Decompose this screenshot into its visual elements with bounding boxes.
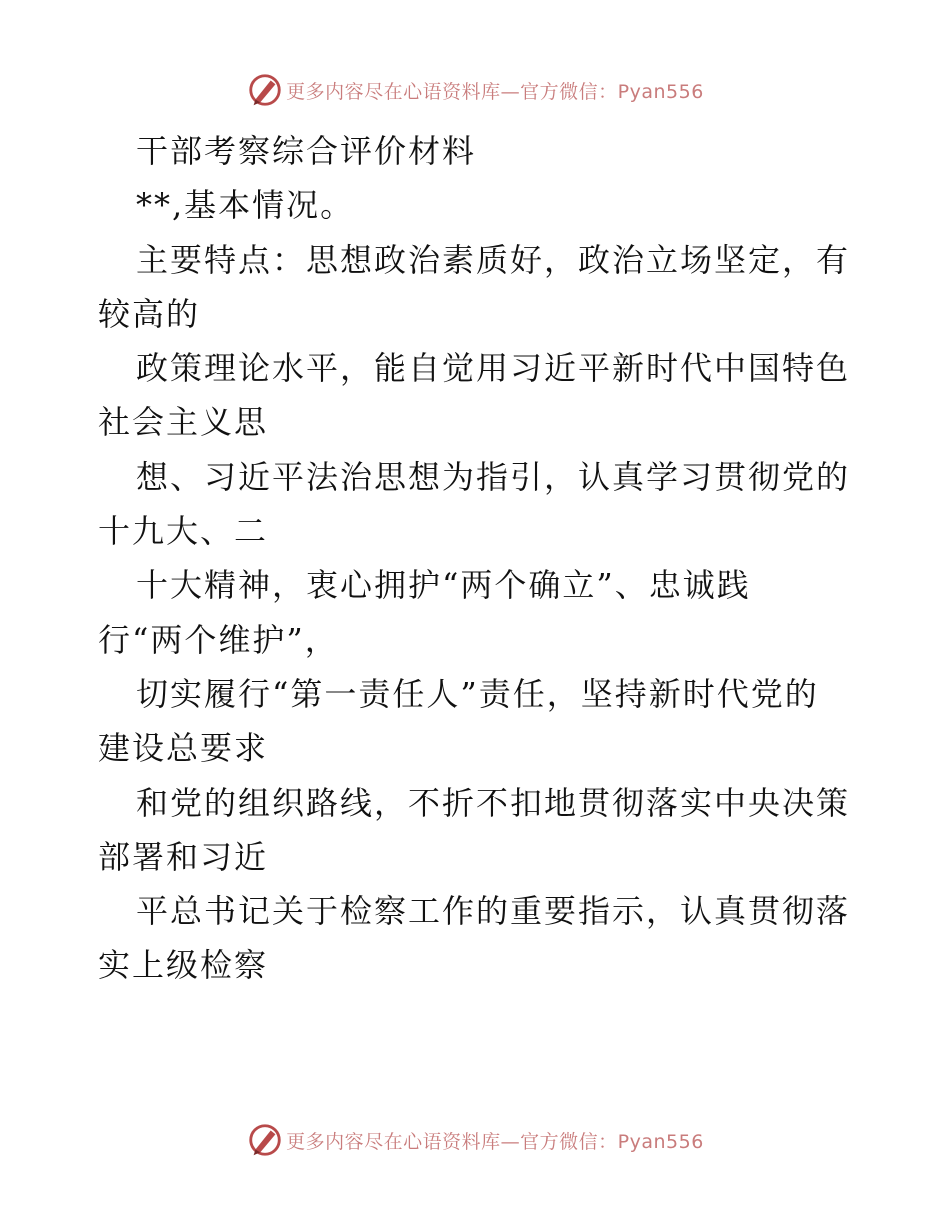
- footer-watermark: [0, 1118, 950, 1162]
- watermark-text: 更多内容尽在心语资料库—官方微信：Pyan556: [286, 1130, 704, 1153]
- watermark-wechat-id: Pyan556: [617, 1130, 704, 1153]
- text-line: 想、习近平法治思想为指引，认真学习贯彻党的: [136, 457, 851, 496]
- pen-logo-icon: [246, 71, 284, 109]
- text-line: 较高的: [98, 294, 201, 333]
- text-line: 十九大、二: [98, 512, 269, 551]
- text-line: 部署和习近: [98, 837, 269, 876]
- text-line: 主要特点：思想政治素质好，政治立场坚定，有: [136, 240, 851, 279]
- text-line: 十大精神，衷心拥护“两个确立”、忠诚践: [136, 566, 751, 605]
- text-line: 建设总要求: [98, 729, 269, 768]
- text-line: 行“两个维护”，: [98, 620, 339, 659]
- watermark-text: 更多内容尽在心语资料库—官方微信：Pyan556: [286, 80, 704, 103]
- text-line: **,基本情况。: [136, 186, 355, 225]
- text-line: 政策理论水平，能自觉用习近平新时代中国特色: [136, 349, 851, 388]
- header-watermark: [0, 68, 950, 112]
- text-line: 干部考察综合评价材料: [136, 132, 477, 170]
- text-line: 平总书记关于检察工作的重要指示，认真贯彻落: [136, 892, 851, 931]
- text-line: 切实履行“第一责任人”责任，坚持新时代党的: [136, 674, 819, 713]
- text-line: 实上级检察: [98, 946, 269, 985]
- watermark-wechat-id: Pyan556: [617, 80, 704, 103]
- text-line: 和党的组织路线，不折不扣地贯彻落实中央决策: [136, 783, 851, 822]
- pen-logo-icon: [246, 1121, 284, 1159]
- text-line: 社会主义思: [98, 403, 269, 442]
- document-body: [98, 124, 858, 993]
